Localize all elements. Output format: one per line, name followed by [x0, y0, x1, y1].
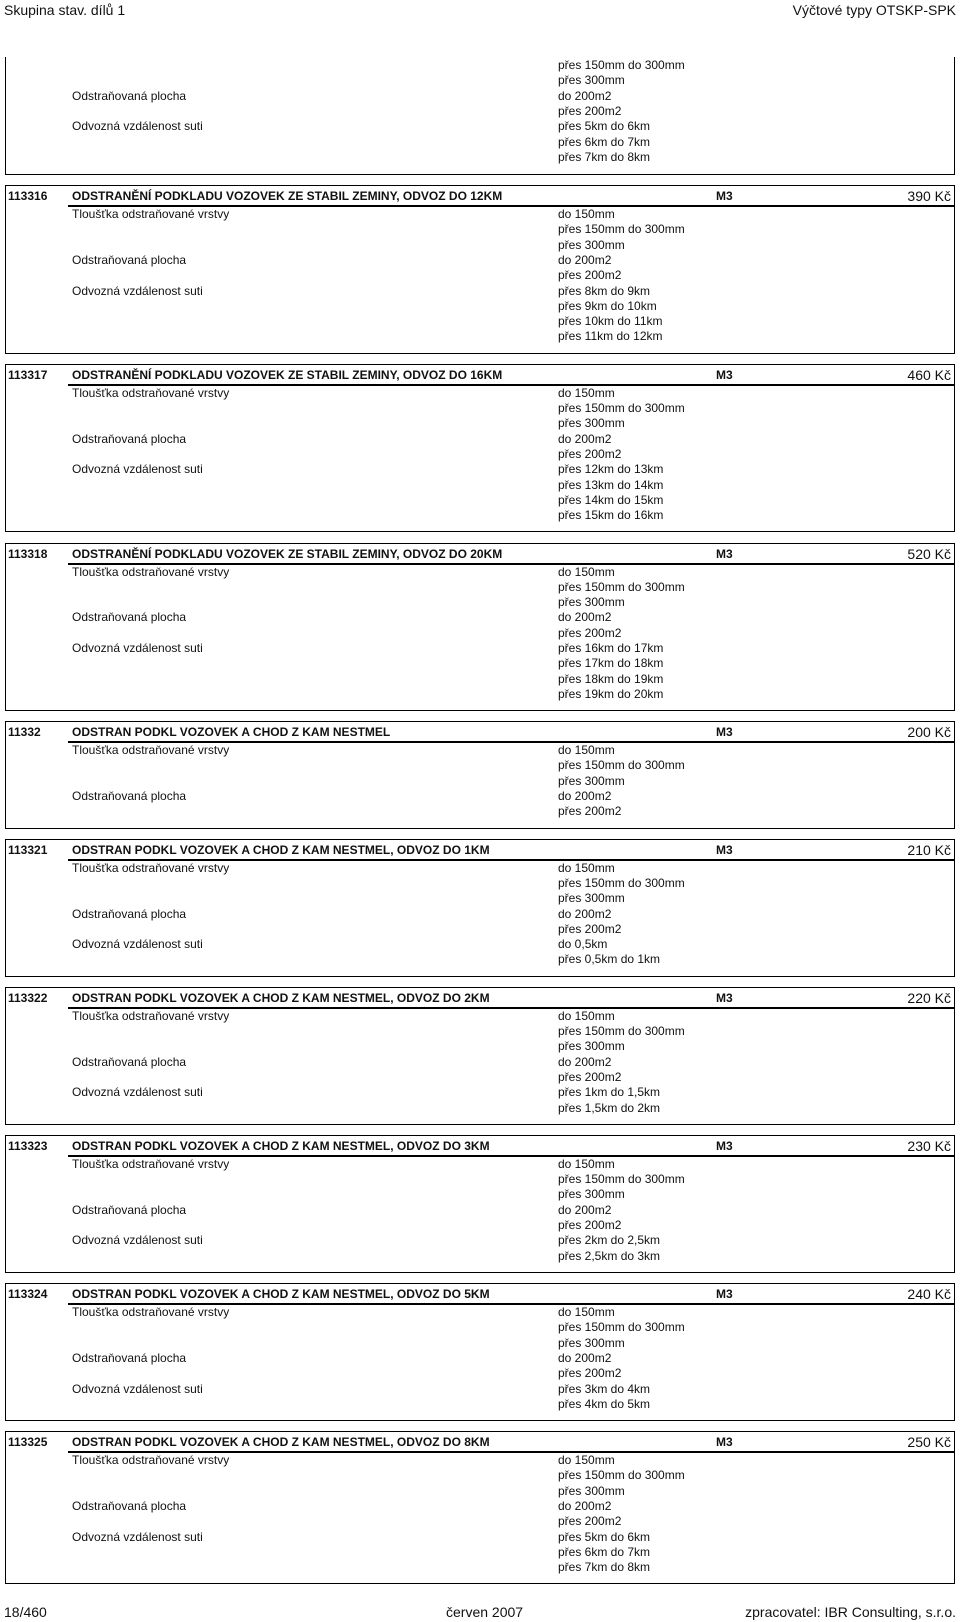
item-price: 230 Kč [907, 1137, 951, 1154]
param-value: přes 6km do 7km [558, 134, 651, 149]
item-unit: M3 [716, 842, 733, 857]
item-title-row [6, 843, 954, 858]
param-value: přes 3km do 4km [558, 1381, 651, 1396]
param-value: přes 1,5km do 2km [558, 1100, 661, 1115]
param-value: přes 7km do 8km [558, 1560, 651, 1575]
param-label: Tloušťka odstraňované vrstvy [72, 1156, 230, 1171]
param-label: Odvozná vzdálenost suti [72, 1233, 203, 1248]
item-block [5, 543, 955, 712]
param-value: do 200m2 [558, 252, 612, 267]
item-code: 113322 [8, 990, 48, 1005]
page-number: 18/460 [4, 1604, 47, 1620]
param-value: do 200m2 [558, 1350, 612, 1365]
item-unit: M3 [716, 1287, 733, 1301]
param-value: do 150mm [558, 385, 615, 400]
param-label: Odvozná vzdálenost suti [72, 462, 203, 477]
param-label: Odstraňovaná plocha [72, 1350, 187, 1365]
param-value: přes 300mm [558, 891, 625, 906]
param-value: přes 150mm do 300mm [558, 58, 685, 72]
param-label: Odstraňovaná plocha [72, 1054, 187, 1069]
item-title-row [6, 547, 954, 562]
item-block [5, 987, 955, 1125]
param-value: přes 5km do 6km [558, 1529, 651, 1544]
item-code: 113318 [8, 546, 48, 561]
item-code: 113317 [8, 367, 48, 382]
item-block-continued [5, 57, 955, 175]
param-value: přes 200m2 [558, 1069, 622, 1084]
param-label: Odvozná vzdálenost suti [72, 1381, 203, 1396]
item-price: 210 Kč [907, 841, 951, 858]
param-value: přes 200m2 [558, 1514, 622, 1529]
page-footer [0, 1604, 960, 1622]
item-name: ODSTRAN PODKL VOZOVEK A CHOD Z KAM NESTMEL [72, 725, 391, 740]
item-title-row [6, 368, 954, 383]
param-value: do 200m2 [558, 906, 612, 921]
param-value: přes 9km do 10km [558, 298, 657, 313]
item-price: 220 Kč [907, 989, 951, 1006]
item-price: 390 Kč [907, 188, 951, 205]
param-value: přes 2km do 2,5km [558, 1233, 661, 1248]
param-value: přes 13km do 14km [558, 477, 664, 492]
param-value: do 150mm [558, 860, 615, 875]
param-value: přes 300mm [558, 416, 625, 431]
param-value: přes 300mm [558, 1335, 625, 1350]
param-value: přes 1km do 1,5km [558, 1085, 661, 1100]
item-code: 113323 [8, 1138, 48, 1153]
param-value: přes 300mm [558, 1039, 625, 1054]
param-label: Odvozná vzdálenost suti [72, 1085, 203, 1100]
param-value: přes 200m2 [558, 921, 622, 936]
param-value: do 150mm [558, 743, 615, 758]
item-name: ODSTRAN PODKL VOZOVEK A CHOD Z KAM NESTMEL, ODVOZ DO 8KM [72, 1435, 490, 1450]
item-price: 200 Kč [907, 724, 951, 741]
param-value: přes 300mm [558, 1187, 625, 1202]
param-label: Odstraňovaná plocha [72, 789, 187, 804]
item-name: ODSTRAN PODKL VOZOVEK A CHOD Z KAM NESTMEL, ODVOZ DO 1KM [72, 842, 490, 857]
param-value: přes 300mm [558, 1483, 625, 1498]
param-value: přes 150mm do 300mm [558, 1320, 685, 1335]
param-label: Odstraňovaná plocha [72, 906, 187, 921]
item-block [5, 364, 955, 533]
param-value: přes 200m2 [558, 446, 622, 461]
param-value: přes 150mm do 300mm [558, 1024, 685, 1039]
param-value: do 150mm [558, 1453, 615, 1468]
param-label: Odvozná vzdálenost suti [72, 119, 203, 134]
param-value: přes 4km do 5km [558, 1396, 651, 1411]
param-label: Odstraňovaná plocha [72, 252, 187, 267]
param-label: Odstraňovaná plocha [72, 431, 187, 446]
param-value: přes 200m2 [558, 1366, 622, 1381]
item-code: 113324 [8, 1287, 48, 1301]
param-value: přes 200m2 [558, 625, 622, 640]
param-label: Tloušťka odstraňované vrstvy [72, 743, 230, 758]
param-value: přes 300mm [558, 773, 625, 788]
param-label: Odvozná vzdálenost suti [72, 937, 203, 952]
param-value: do 200m2 [558, 1054, 612, 1069]
item-name: ODSTRANĚNÍ PODKLADU VOZOVEK ZE STABIL ZEMINY, ODVOZ DO 20KM [72, 546, 503, 561]
param-value: přes 8km do 9km [558, 283, 651, 298]
param-value: do 150mm [558, 1305, 615, 1319]
item-unit: M3 [716, 1138, 733, 1153]
param-value: do 200m2 [558, 1498, 612, 1513]
item-block [5, 839, 955, 977]
param-value: do 150mm [558, 207, 615, 222]
item-unit: M3 [716, 1435, 733, 1450]
param-label: Tloušťka odstraňované vrstvy [72, 385, 230, 400]
item-block [5, 1135, 955, 1273]
param-value: do 0,5km [558, 937, 608, 952]
item-unit: M3 [716, 189, 733, 204]
item-code: 113316 [8, 189, 48, 204]
param-value: do 150mm [558, 1156, 615, 1171]
param-value: přes 200m2 [558, 1218, 622, 1233]
param-value: přes 16km do 17km [558, 641, 664, 655]
param-value: přes 150mm do 300mm [558, 401, 685, 416]
param-value: přes 150mm do 300mm [558, 1468, 685, 1483]
item-price: 520 Kč [907, 545, 951, 562]
param-value: do 150mm [558, 564, 615, 579]
item-title-row [6, 1287, 954, 1302]
item-block [5, 1283, 955, 1421]
param-value: přes 10km do 11km [558, 314, 663, 329]
param-value: přes 11km do 12km [558, 329, 663, 344]
item-unit: M3 [716, 367, 733, 382]
param-value: přes 14km do 15km [558, 492, 664, 507]
param-value: přes 300mm [558, 73, 625, 88]
param-label: Odvozná vzdálenost suti [72, 283, 203, 298]
header-left-text: Skupina stav. dílů 1 [4, 2, 126, 18]
item-price: 240 Kč [907, 1286, 951, 1302]
param-label: Odstraňovaná plocha [72, 610, 187, 625]
item-unit: M3 [716, 725, 733, 740]
header-right-text: Výčtové typy OTSKP-SPK [792, 2, 956, 18]
param-value: přes 150mm do 300mm [558, 758, 685, 773]
item-name: ODSTRANĚNÍ PODKLADU VOZOVEK ZE STABIL ZEMINY, ODVOZ DO 12KM [72, 189, 503, 204]
footer-author: zpracovatel: IBR Consulting, s.r.o. [745, 1604, 956, 1620]
param-label: Odstraňovaná plocha [72, 88, 187, 103]
param-value: přes 6km do 7km [558, 1544, 651, 1559]
item-unit: M3 [716, 546, 733, 561]
item-title-row [6, 725, 954, 740]
item-title-row [6, 1139, 954, 1154]
param-value: do 200m2 [558, 1202, 612, 1217]
param-value: přes 300mm [558, 595, 625, 610]
param-value: přes 300mm [558, 237, 625, 252]
item-block [5, 1431, 955, 1584]
param-label: Odvozná vzdálenost suti [72, 641, 203, 655]
param-value: přes 150mm do 300mm [558, 579, 685, 594]
param-value: do 200m2 [558, 431, 612, 446]
item-name: ODSTRAN PODKL VOZOVEK A CHOD Z KAM NESTMEL, ODVOZ DO 3KM [72, 1138, 490, 1153]
item-name: ODSTRAN PODKL VOZOVEK A CHOD Z KAM NESTMEL, ODVOZ DO 2KM [72, 990, 490, 1005]
param-value: přes 18km do 19km [558, 671, 664, 686]
param-label: Tloušťka odstraňované vrstvy [72, 1453, 230, 1468]
item-code: 113325 [8, 1435, 48, 1450]
param-value: přes 200m2 [558, 804, 622, 819]
param-label: Tloušťka odstraňované vrstvy [72, 1008, 230, 1023]
param-value: přes 12km do 13km [558, 462, 664, 477]
param-value: přes 17km do 18km [558, 656, 664, 671]
item-block [5, 185, 955, 354]
param-label: Tloušťka odstraňované vrstvy [72, 860, 230, 875]
param-label: Tloušťka odstraňované vrstvy [72, 1305, 230, 1319]
item-name: ODSTRANĚNÍ PODKLADU VOZOVEK ZE STABIL ZEMINY, ODVOZ DO 16KM [72, 367, 503, 382]
param-value: přes 150mm do 300mm [558, 1172, 685, 1187]
param-value: přes 200m2 [558, 103, 622, 118]
param-label: Odvozná vzdálenost suti [72, 1529, 203, 1544]
item-price: 250 Kč [907, 1434, 951, 1451]
param-value: přes 19km do 20km [558, 686, 664, 701]
param-value: do 200m2 [558, 88, 612, 103]
param-value: přes 150mm do 300mm [558, 222, 685, 237]
footer-date: červen 2007 [446, 1604, 524, 1620]
param-label: Tloušťka odstraňované vrstvy [72, 207, 230, 222]
item-unit: M3 [716, 990, 733, 1005]
item-title-row [6, 1435, 954, 1450]
param-value: přes 2,5km do 3km [558, 1248, 661, 1263]
param-value: přes 200m2 [558, 268, 622, 283]
item-block [5, 721, 955, 829]
param-label: Odstraňovaná plocha [72, 1498, 187, 1513]
item-code: 113321 [8, 842, 48, 857]
param-value: přes 5km do 6km [558, 119, 651, 134]
item-price: 460 Kč [907, 366, 951, 383]
param-value: do 150mm [558, 1008, 615, 1023]
param-value: do 200m2 [558, 610, 612, 625]
param-value: přes 0,5km do 1km [558, 952, 661, 967]
param-value: přes 7km do 8km [558, 149, 651, 164]
item-code: 11332 [8, 725, 41, 740]
param-label: Tloušťka odstraňované vrstvy [72, 564, 230, 579]
param-value: do 200m2 [558, 789, 612, 804]
param-value: přes 150mm do 300mm [558, 875, 685, 890]
param-label: Odstraňovaná plocha [72, 1202, 187, 1217]
param-value: přes 15km do 16km [558, 508, 664, 523]
item-name: ODSTRAN PODKL VOZOVEK A CHOD Z KAM NESTMEL, ODVOZ DO 5KM [72, 1287, 490, 1301]
item-title-row [6, 991, 954, 1006]
item-title-row [6, 189, 954, 204]
